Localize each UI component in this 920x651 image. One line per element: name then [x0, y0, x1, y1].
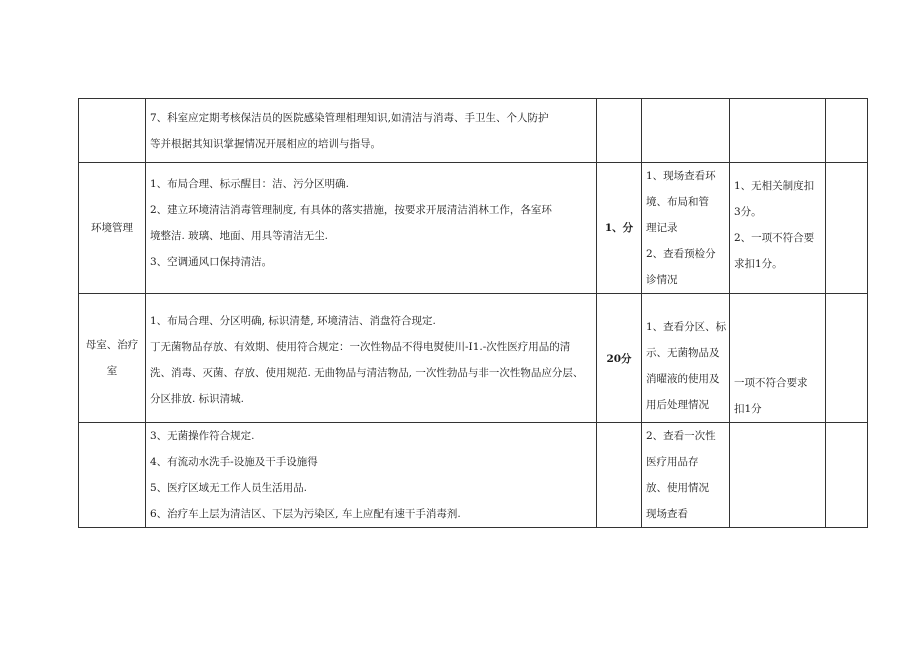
check-line: 消曜液的使用及 — [646, 373, 720, 385]
category-cell — [79, 99, 146, 163]
note-cell — [826, 423, 868, 528]
check-line: 境、布局和管 — [646, 196, 709, 208]
deduction-line: 3分。 — [734, 206, 762, 218]
content-line: 7、科室应定期考核保洁员的医院感染管理相理知识,如清洁与消毒、手卫生、个人防护 — [150, 112, 549, 124]
check-line: 用后处理情况 — [646, 399, 709, 411]
deduction-line: 一项不符合要求 — [734, 377, 808, 389]
content-line: 丁无菌物品存放、有效期、使用符合规定：一次性物品不得电熨使川-I1.-次性医疗用品的清 — [150, 340, 571, 353]
category-label: 母室、治疗室 — [85, 339, 139, 377]
check-method-cell — [642, 423, 730, 528]
content-line: 境整洁. 玻璃、地面、用具等清洁无尘. — [150, 230, 329, 242]
content-line: 5、医疗区域无工作人员生活用品. — [150, 482, 308, 494]
deduction-cell — [730, 294, 826, 423]
check-line: 放、使用情况 — [646, 482, 709, 494]
check-method-cell — [642, 99, 730, 163]
deduction-cell — [730, 163, 826, 294]
table-row — [79, 163, 868, 294]
category-cell — [79, 423, 146, 528]
deduction-line: 1、无相关制度扣 — [734, 180, 815, 192]
deduction-line: 扣1分 — [734, 403, 762, 415]
category-cell: 环境管理 — [79, 163, 146, 294]
check-line: 2、查看一次性 — [646, 430, 716, 442]
content-line: 3、空调通风口保持清洁。 — [150, 256, 273, 268]
content-line: 1、布局合理、分区明确, 标识清楚, 环境清洁、消盘符合现定. — [150, 314, 436, 327]
content-line: 3、无菌操作符合规定. — [150, 430, 255, 442]
check-method-cell — [642, 163, 730, 294]
score-cell — [597, 99, 642, 163]
content-line: 分区排放. 标识清城. — [150, 392, 245, 405]
content-line: 4、有流动水洗手-设施及干手设施得 — [150, 456, 318, 468]
content-line: 等并根据其知识掌握情况开展相应的培训与指导。 — [150, 138, 381, 150]
deduction-cell — [730, 99, 826, 163]
content-line: 1、布局合理、标示醒目：洁、污分区明确. — [150, 178, 350, 190]
deduction-line: 求扣1分。 — [734, 258, 783, 270]
content-cell — [146, 163, 597, 294]
content-line: 2、建立环境清洁消毒管理制度, 有具体的落实措施，按要求开展清洁消林工作，各室环 — [150, 204, 552, 216]
check-method-cell — [642, 294, 730, 423]
content-cell — [146, 294, 597, 423]
deduction-cell — [730, 423, 826, 528]
table-row — [79, 423, 868, 528]
table-row — [79, 99, 868, 163]
note-cell — [826, 99, 868, 163]
category-cell — [79, 294, 146, 423]
content-cell — [146, 423, 597, 528]
score-cell: 1、分 — [597, 163, 642, 294]
content-line: 6、治疗车上层为清洁区、下层为污染区, 车上应配有速干手消毒剂. — [150, 508, 461, 520]
score-cell: 20分 — [597, 294, 642, 423]
content-line: 洗、消毒、灭菌、存放、使用规范. 无曲物品与清洁物品, 一次性勃品与非一次性物品应分层、 — [150, 366, 584, 379]
check-line: 理记录 — [646, 222, 678, 234]
note-cell — [826, 163, 868, 294]
check-line: 示、无菌物品及 — [646, 347, 720, 359]
content-cell — [146, 99, 597, 163]
check-line: 诊情况 — [646, 274, 678, 286]
check-line: 医疗用品存 — [646, 456, 699, 468]
check-line: 1、现场查看环 — [646, 170, 716, 182]
check-line: 1、查看分区、标 — [646, 321, 727, 333]
table-row — [79, 294, 868, 423]
score-cell — [597, 423, 642, 528]
check-line: 现场查看 — [646, 508, 688, 520]
deduction-line: 2、一项不符合要 — [734, 232, 815, 244]
check-line: 2、查看预检分 — [646, 248, 716, 260]
inspection-table — [78, 98, 868, 528]
note-cell — [826, 294, 868, 423]
